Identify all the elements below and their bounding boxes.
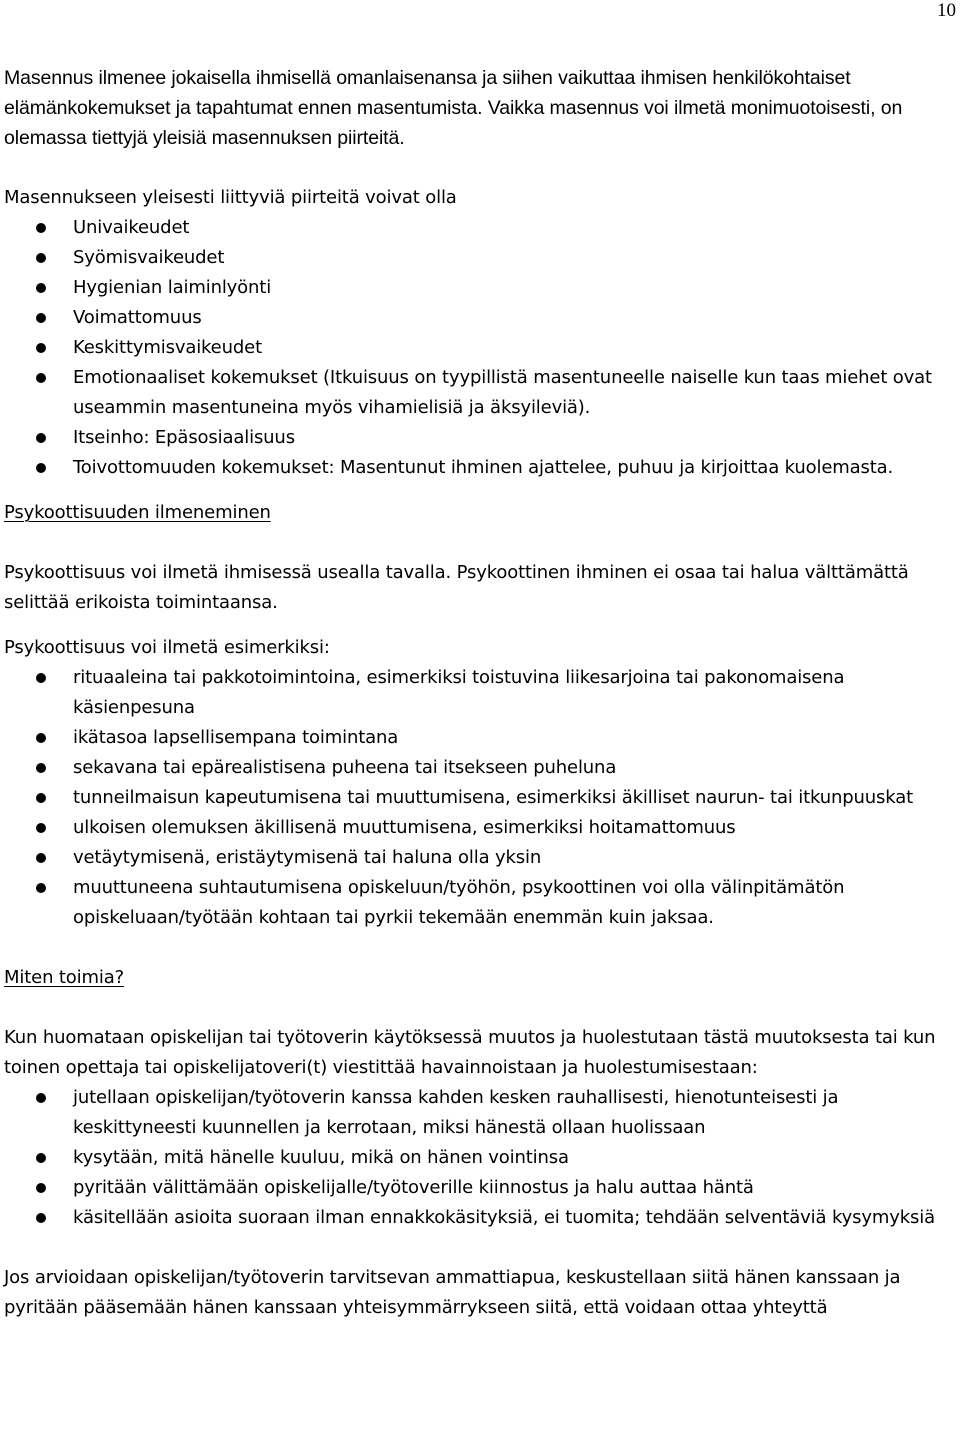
bullet-icon [36, 1153, 46, 1163]
list-item: Itseinho: Epäsosiaalisuus [4, 423, 960, 453]
bullet-icon [36, 763, 46, 773]
page-number: 10 [937, 0, 956, 21]
psychosis-heading: Psykoottisuuden ilmeneminen [4, 502, 271, 523]
bullet-icon [36, 223, 46, 233]
depression-lead: Masennukseen yleisesti liittyviä piirteitä voivat olla [4, 187, 457, 208]
list-item: vetäytymisenä, eristäytymisenä tai haluna olla yksin [4, 843, 960, 873]
spacer [4, 483, 960, 498]
list-item: Keskittymisvaikeudet [4, 333, 960, 363]
bullet-icon [36, 673, 46, 683]
bullet-icon [36, 373, 46, 383]
bullet-icon [36, 343, 46, 353]
bullet-icon [36, 1213, 46, 1223]
intro-paragraph: Masennus ilmenee jokaisella ihmisellä omanlaisenansa ja siihen vaikuttaa ihmisen henkilökohtaiset elämänkokemukset ja tapahtumat ennen masentumista. Vaikka masennus voi ilmetä monimuotoisesti, on olemassa tiettyjä yleisiä masennuksen piirteitä. [4, 67, 903, 149]
list-item: Univaikeudet [4, 213, 960, 243]
bullet-icon [36, 1093, 46, 1103]
list-item: Hygienian laiminlyönti [4, 273, 960, 303]
action-closing: Jos arvioidaan opiskelijan/työtoverin tarvitsevan ammattiapua, keskustellaan siitä hänen kanssaan ja pyritään pääsemään hänen kanssaan yhteisymmärrykseen siitä, että voidaan ottaa yhteyttä [4, 1267, 901, 1318]
list-item: jutellaan opiskelijan/työtoverin kanssa kahden kesken rauhallisesti, hienotunteisesti ja keskittyneesti kuunnellen ja kerrotaan, miksi hänestä ollaan huolissaan [4, 1083, 960, 1143]
bullet-icon [36, 463, 46, 473]
list-item: ikätasoa lapsellisempana toimintana [4, 723, 960, 753]
psychosis-paragraph: Psykoottisuus voi ilmetä ihmisessä usealla tavalla. Psykoottinen ihminen ei osaa tai halua välttämättä selittää erikoista toimintaansa. [4, 562, 909, 613]
list-item: Voimattomuus [4, 303, 960, 333]
bullet-icon [36, 733, 46, 743]
list-item: muuttuneena suhtautumisena opiskeluun/työhön, psykoottinen voi olla välinpitämätön opiskeluaan/työtään kohtaan tai pyrkii tekemään enemmän kuin jaksaa. [4, 873, 960, 933]
depression-list [4, 213, 960, 483]
bullet-icon [36, 253, 46, 263]
bullet-icon [36, 283, 46, 293]
bullet-icon [36, 883, 46, 893]
bullet-icon [36, 793, 46, 803]
list-item: tunneilmaisun kapeutumisena tai muuttumisena, esimerkiksi äkilliset naurun- tai itkunpuuskat [4, 783, 960, 813]
spacer [4, 933, 960, 963]
list-item: sekavana tai epärealistisena puheena tai itsekseen puheluna [4, 753, 960, 783]
psychosis-lead: Psykoottisuus voi ilmetä esimerkiksi: [4, 637, 330, 658]
list-item: Emotionaaliset kokemukset (Itkuisuus on tyypillistä masentuneelle naiselle kun taas miehet ovat useammin masentuneina myös vihamielisiä ja äksyileviä). [4, 363, 960, 423]
bullet-icon [36, 853, 46, 863]
action-heading: Miten toimia? [4, 967, 125, 988]
action-list [4, 1083, 960, 1233]
list-item: käsitellään asioita suoraan ilman ennakkokäsityksiä, ei tuomita; tehdään selventäviä kysymyksiä [4, 1203, 960, 1233]
action-lead: Kun huomataan opiskelijan tai työtoverin käytöksessä muutos ja huolestutaan tästä muutoksesta tai kun toinen opettaja tai opiskelijatoveri(t) viestittää havainnoistaan ja huolestumisestaan: [4, 1027, 936, 1078]
spacer [4, 528, 960, 558]
list-item: Toivottomuuden kokemukset: Masentunut ihminen ajattelee, puhuu ja kirjoittaa kuolemasta. [4, 453, 960, 483]
page-content [4, 63, 960, 1323]
bullet-icon [36, 313, 46, 323]
psychosis-list [4, 663, 960, 933]
spacer [4, 618, 960, 633]
bullet-icon [36, 1183, 46, 1193]
list-item: Syömisvaikeudet [4, 243, 960, 273]
spacer [4, 993, 960, 1023]
list-item: ulkoisen olemuksen äkillisenä muuttumisena, esimerkiksi hoitamattomuus [4, 813, 960, 843]
spacer [4, 1233, 960, 1263]
bullet-icon [36, 823, 46, 833]
list-item: kysytään, mitä hänelle kuuluu, mikä on hänen vointinsa [4, 1143, 960, 1173]
list-item: rituaaleina tai pakkotoimintoina, esimerkiksi toistuvina liikesarjoina tai pakonomaisena käsienpesuna [4, 663, 960, 723]
bullet-icon [36, 433, 46, 443]
list-item: pyritään välittämään opiskelijalle/työtoverille kiinnostus ja halu auttaa häntä [4, 1173, 960, 1203]
